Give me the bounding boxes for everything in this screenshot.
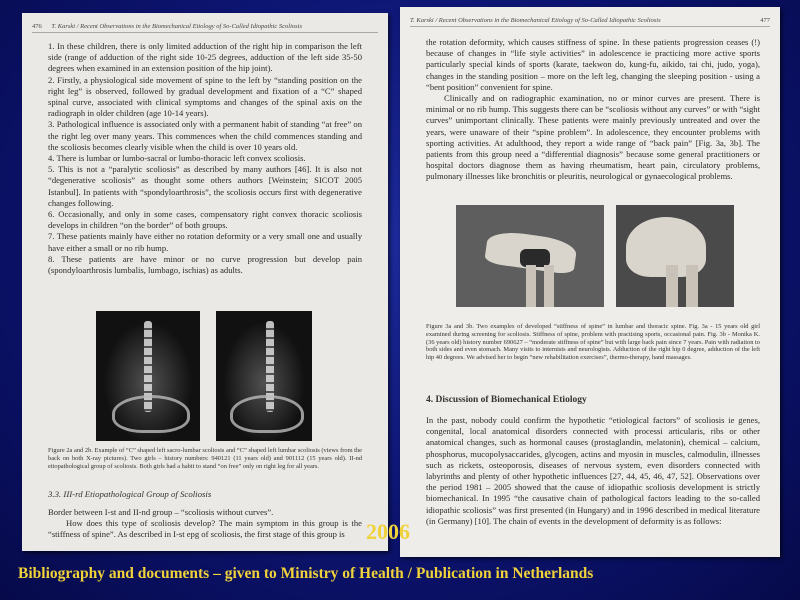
right-running-head <box>410 17 770 27</box>
photo-figure-3a <box>456 205 604 307</box>
left-page-number: 476 <box>32 23 42 30</box>
list-item: 1. In these children, there is only limited adduction of the right hip in comparison the left side (range of adduction of the right side 10-25 degrees, adduction of the left side 35-50 degrees when examined in an extension position of the hip joint). <box>48 41 362 74</box>
figure-3-caption: Figure 3a and 3b. Two examples of developed “stiffness of spine” in lumbar and thoracic spine. Fig. 3a - 15 years old girl examined during screening for scoliosis. Stiffness of spine, problem with practising sports, occasional pain. Fig. 3b - Monika K. (36 years old) history number 690627 – “moderate stiffness of spine” but with large back pain since 7 years. Pain with radiation to both sides and even stomach. Many visits to internists and neurologists. Adduction of the right hip 0 degree, adduction of the left hip 40 degrees. We advised her to begin “new rehabilitation exercises”, thermo-therapy, hand massages. <box>426 323 760 362</box>
list-item: 6. Occasionally, and only in some cases, compensatory right convex thoracic scoliosis develops in children “on the border” of both groups. <box>48 209 362 231</box>
list-item: 5. This is not a “paralytic scoliosis” as described by many authors [46]. It is also not “degenerative scoliosis” as thought some others authors [Weinstein; SICOT 2005 Istanbul]. In patients with “spondyloarthrosis”, the scoliosis occurs first with degenerative changes following. <box>48 164 362 208</box>
figure-2-caption: Figure 2a and 2b. Example of “C” shaped left sacro-lumbar scoliosis and “C” shaped left lumbar scoliosis (views from the back on both X-ray pictures). Two girls – history numbers: 940121 (11 years old) and 901112 (15 years old). II-nd etiopathological group of scoliosis. Both girls had a habit to stand “on free” only on right leg for all years. <box>48 447 362 470</box>
xray-figure-2a <box>96 311 200 441</box>
list-item: 8. These patients are have minor or no curve progression but develop pain (spondyloarthrosis lumbalis, lumbago, ischias) as adults. <box>48 253 362 276</box>
paragraph: Border between I-st and II-nd group – “scoliosis without curves”. <box>48 507 274 517</box>
photo-figure-3b <box>616 205 734 307</box>
paragraph: the rotation deformity, which causes stiffness of spine. In these patients progression ceases (!) because of changes in “life style activities” in adolescence ie practicing more active sports particularly special kinds of sports (karate, taekwon do, kung-fu, aikido, tai chi, judo, yoga), changes in the standing position – more on the left leg, changing the sleeping position - using a “bent position” convenient for spine. <box>426 37 760 92</box>
left-journal-page <box>22 13 388 551</box>
list-item: 2. Firstly, a physiological side movement of spine to the left by “standing position on the right leg” is observed, followed by gradual development and fixation of a “C” shaped spinal curve, associated with clinical symptoms and changes of the spinal axis on the radiograph in older children (age 10-14 years). <box>48 74 362 119</box>
slide-caption: Bibliography and documents – given to Ministry of Health / Publication in Netherlands <box>18 565 594 582</box>
list-item: 7. These patients mainly have either no rotation deformity or a very small one and usually have either a small or no rib hump. <box>48 231 362 253</box>
left-running-head <box>32 23 378 33</box>
left-running-head-title: T. Karski / Recent Observations in the Biomechanical Etiology of So-Called Idiopathic Scoliosis <box>51 23 303 30</box>
right-running-head-title: T. Karski / Recent Observations in the Biomechanical Etiology of So-Called Idiopathic Scoliosis <box>410 17 661 24</box>
discussion-paragraph: In the past, nobody could confirm the hypothetic “etiological factors” of scoliosis ie genes, congenital, local anatomical disorders connected with processi articularis, ribs or other anatomical changes, such as hormonal causes (prostaglandin, melatonin), chemical – calcium, phosphorus, mucopolysaccarides, glycogen, actins and myosin in muscles, calmodulin, illnesses such as rickets, osteoporosis, diseases of nervous system, even disorders connected with labyrinths and plenty of other hypothetic influences [27, 44, 45, 46, 47, 52]. Observations over the period 1981 – 2005 showed that the cause of idiopathic scoliosis development is strictly biomechanical. In 1995 “the causative chain of pathological factors leading to the so-called idiopathic scoliosis” was first presented (in Hungary) and in 1996 described in medical literature (in Germany) [10]. The chain of events in the development of deformity is as follows: <box>426 415 760 526</box>
section-3-3-heading: 3.3. III-rd Etiopathological Group of Scoliosis <box>48 489 212 499</box>
section-4-heading: 4. Discussion of Biomechanical Etiology <box>426 395 587 405</box>
paragraph: How does this type of scoliosis develop? The main symptom in this group is the “stiffness of spine”. As described in I-st epg of scoliosis, the first stage of this group is <box>48 518 362 540</box>
right-top-text <box>426 37 760 183</box>
xray-figure-2b <box>216 311 312 441</box>
list-item: 3. Pathological influence is associated only with a permanent habit of standing “at free” on the right leg over many years. This commences when the child commences standing and the scoliosis becomes clearly visible when the child is over 10 years old. <box>48 119 362 152</box>
left-closing-text <box>48 507 362 541</box>
list-item: 4. There is lumbar or lumbo-sacral or lumbo-thoracic left convex scoliosis. <box>48 153 306 164</box>
left-numbered-list <box>48 41 362 276</box>
year-label: 2006 <box>366 519 410 544</box>
paragraph: Clinically and on radiographic examination, no or minor curves are present. There is minimal or no rib hump. This suggests there can be “scoliosis without any curves” or with “sight curves” unimportant clinically. These patients were mainly previously untreated and over the years, were unaware of their “spine problem”. In adolescence, they encounter problems with sporting activities. At adulthood, they report a wide range of “back pain” [Fig. 3a, 3b]. The patients from this group need a “differential diagnosis” because some general practitioners or hospital doctors diagnose them as having rheumatism, heart pain, circulatory problems, pulmonary illnesses like bronchitis or pleuritis, neurological or gynaecological problems. <box>426 93 760 182</box>
right-page-number: 477 <box>760 17 770 24</box>
right-journal-page <box>400 7 780 557</box>
